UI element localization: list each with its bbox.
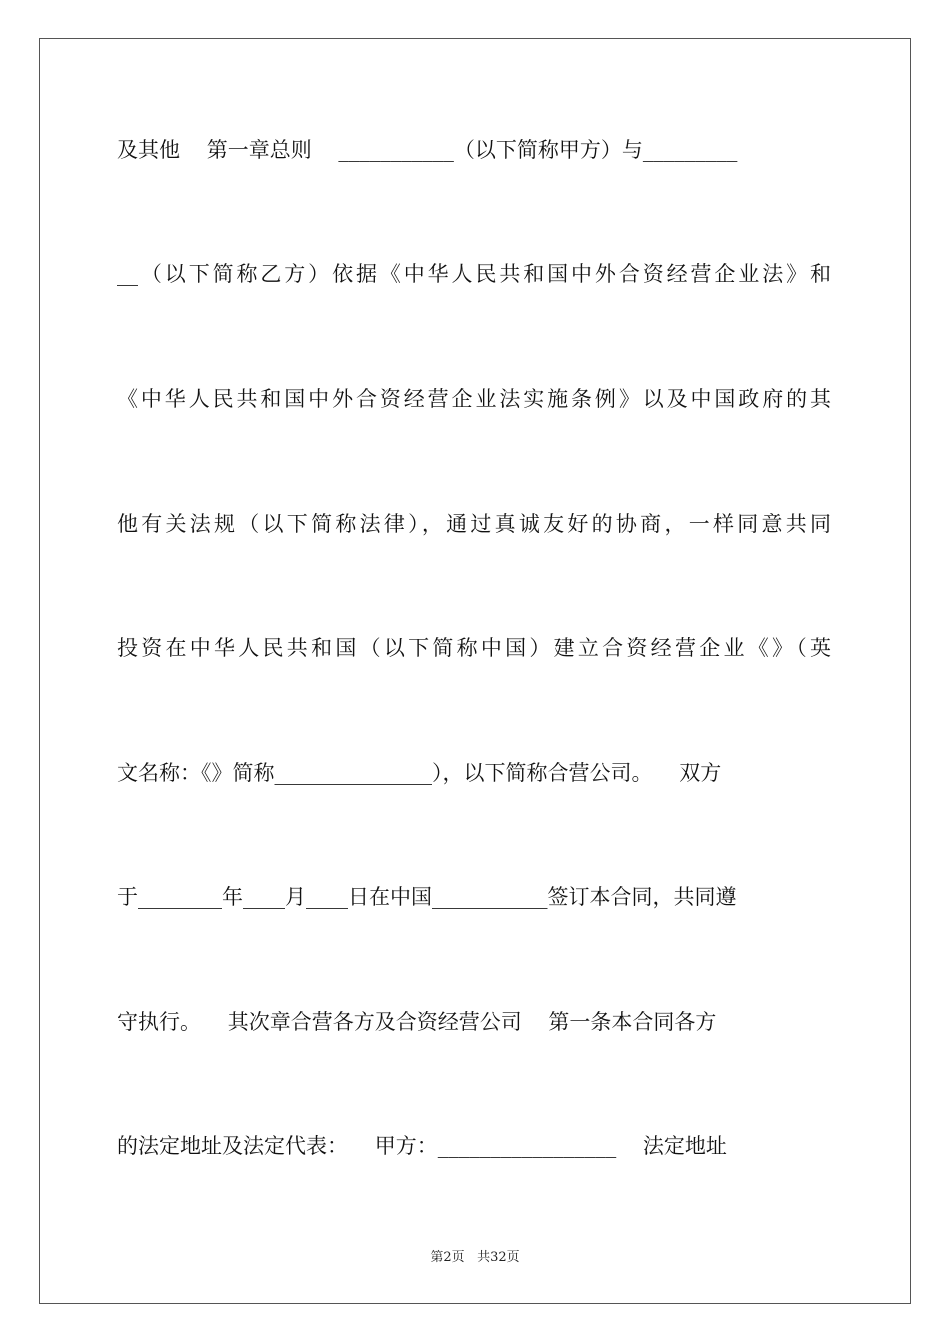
page-number: 第2页 <box>430 1250 465 1265</box>
page-total: 共32页 <box>477 1250 520 1265</box>
text-line: 投资在中华人民共和国（以下简称中国）建立合资经营企业《》（英 <box>117 636 831 660</box>
text-line: 他有关法规（以下简称法律），通过真诚友好的协商，一样同意共同 <box>117 512 831 536</box>
text-line: 守执行。 其次章合营各方及合资经营公司 第一条本合同各方 <box>117 1010 717 1034</box>
text-line: 于________年____月____日在中国___________签订本合同，共同遵 <box>117 885 737 909</box>
page-footer <box>0 1246 950 1265</box>
text-line: __（以下简称乙方）依据《中华人民共和国中外合资经营企业法》和 <box>117 262 831 286</box>
text-line: 及其他 第一章总则 ___________（以下简称甲方）与_________ <box>117 138 738 162</box>
text-line: 《中华人民共和国中外合资经营企业法实施条例》以及中国政府的其 <box>117 387 831 411</box>
text-line: 文名称：《》简称_______________），以下简称合营公司。 双方 <box>117 761 722 785</box>
text-line: 的法定地址及法定代表： 甲方：_________________ 法定地址 <box>117 1134 727 1158</box>
page-border <box>39 38 911 1304</box>
